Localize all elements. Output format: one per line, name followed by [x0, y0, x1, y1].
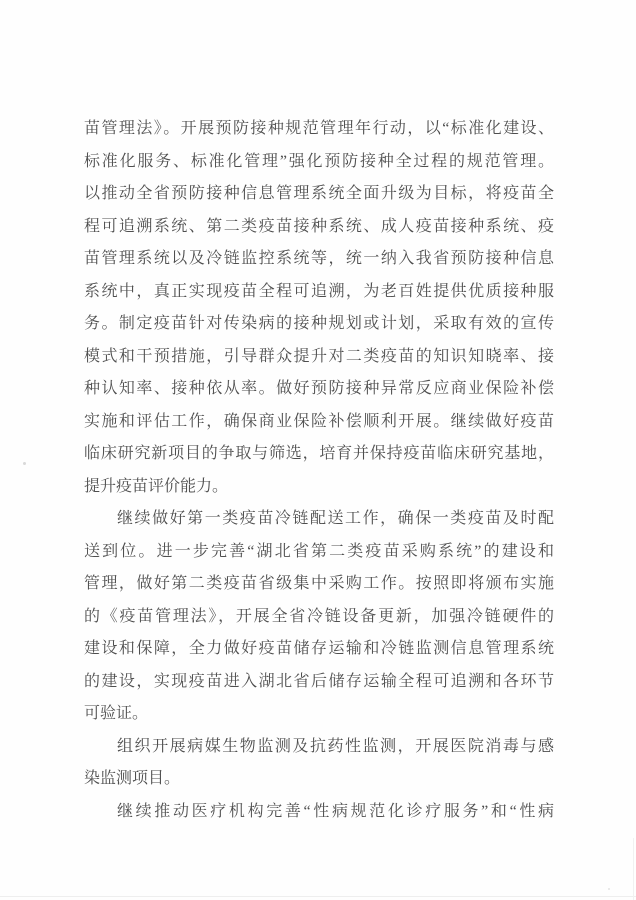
text-line: 苗管理系统以及冷链监控系统等，统一纳入我省预防接种信息 [84, 250, 554, 267]
text-line: 染监测项目。 [84, 770, 181, 787]
text-line: 模式和干预措施，引导群众提升对二类疫苗的知识知晓率、接 [84, 347, 554, 365]
scan-noise-speck [23, 462, 26, 465]
scan-noise-speck [608, 888, 610, 890]
text-line: 以推动全省预防接种信息管理系统全面升级为目标，将疫苗全 [84, 185, 554, 202]
paragraph [84, 113, 554, 503]
text-line: 继续做好第一类疫苗冷链配送工作，确保一类疫苗及时配 [117, 510, 554, 527]
text-line: 系统中，真正实现疫苗全程可追溯，为老百姓提供优质接种服 [84, 282, 554, 300]
text-line: 苗管理法》。开展预防接种规范管理年行动，以“标准化建设、 [84, 120, 554, 137]
scan-edge-line [633, 838, 634, 900]
text-line: 继续推动医疗机构完善“性病规范化诊疗服务”和“性病 [117, 802, 554, 820]
text-line: 提升疫苗评价能力。 [84, 477, 229, 495]
text-line: 可验证。 [84, 705, 149, 722]
text-line: 种认知率、接种依从率。做好预防接种异常反应商业保险补偿 [84, 380, 554, 397]
paragraph [84, 731, 554, 796]
text-line: 组织开展病媒生物监测及抗药性监测，开展医院消毒与感 [117, 737, 554, 755]
text-line: 的《疫苗管理法》，开展全省冷链设备更新，加强冷链硬件的 [84, 607, 554, 625]
scan-edge-line [0, 896, 636, 897]
text-line: 建设和保障，全力做好疫苗储存运输和冷链监测信息管理系统 [84, 640, 554, 657]
text-line: 务。制定疫苗针对传染病的接种规划或计划，采取有效的宣传 [84, 315, 554, 332]
paragraph [84, 796, 554, 829]
text-line: 临床研究新项目的争取与筛选，培育并保持疫苗临床研究基地， [84, 445, 554, 462]
text-line: 的建设，实现疫苗进入湖北省后储存运输全程可追溯和各环节 [84, 672, 554, 690]
text-line: 标准化服务、标准化管理”强化预防接种全过程的规范管理。 [84, 152, 554, 170]
paragraph [84, 503, 554, 731]
text-line: 程可追溯系统、第二类疫苗接种系统、成人疫苗接种系统、疫 [84, 217, 554, 235]
text-line: 送到位。进一步完善“湖北省第二类疫苗采购系统”的建设和 [84, 542, 554, 560]
text-line: 实施和评估工作，确保商业保险补偿顺利开展。继续做好疫苗 [84, 412, 554, 430]
document-text-block [84, 113, 554, 828]
text-line: 管理，做好第二类疫苗省级集中采购工作。按照即将颁布实施 [84, 575, 554, 592]
